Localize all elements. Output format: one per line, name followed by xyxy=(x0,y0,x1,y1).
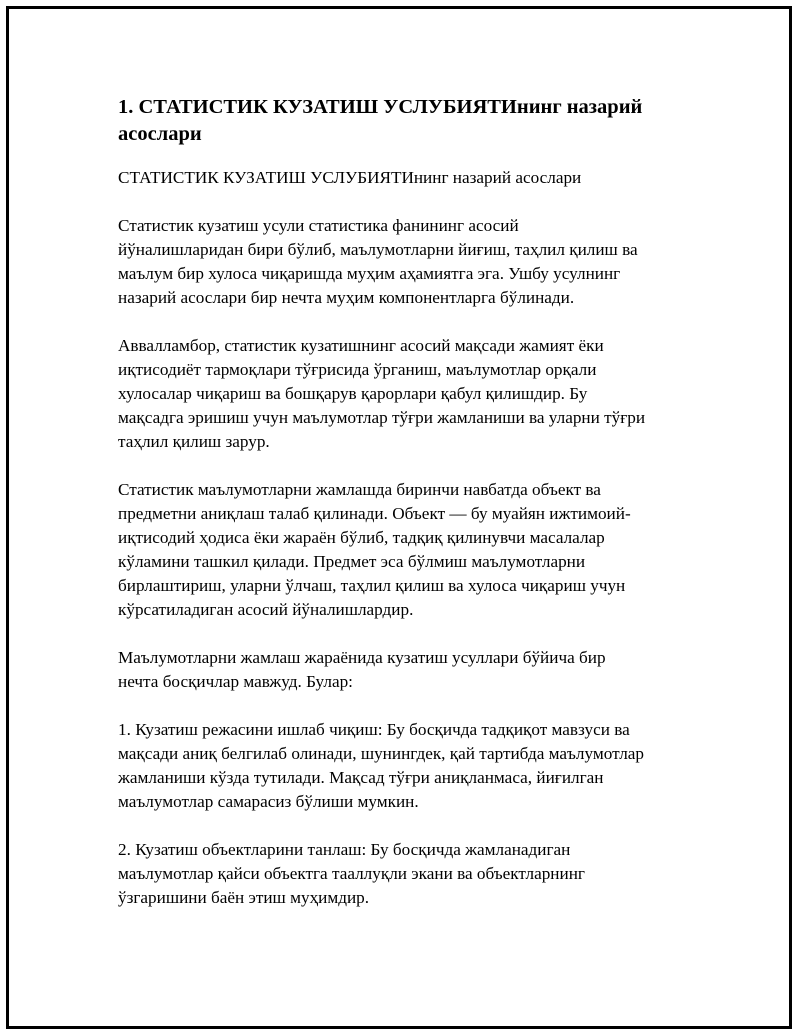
text-line: Маълумотларни жамлаш жараёнида кузатиш усуллари бўйича бир xyxy=(118,648,606,667)
title-line: 1. СТАТИСТИК КУЗАТИШ УСЛУБИЯТИнинг назарий xyxy=(118,96,643,118)
text-line: маълумотлар қайси объектга тааллуқли экани ва объектларнинг xyxy=(118,864,585,883)
text-line: Статистик кузатиш усули статистика фанининг асосий xyxy=(118,216,519,235)
text-line: йўналишларидан бири бўлиб, маълумотларни йиғиш, таҳлил қилиш ва xyxy=(118,240,638,259)
text-line: назарий асослари бир нечта муҳим компонентларга бўлинади. xyxy=(118,288,575,307)
title-line: асослари xyxy=(118,123,202,145)
text-line: бирлаштириш, уларни ўлчаш, таҳлил қилиш ва хулоса чиқариш учун xyxy=(118,576,626,595)
text-line: маълумотлар самарасиз бўлиши мумкин. xyxy=(118,792,419,811)
text-line: 2. Кузатиш объектларини танлаш: Бу босқичда жамланадиган xyxy=(118,840,571,859)
text-line: хулосалар чиқариш ва бошқарув қарорлари қабул қилишдир. Бу xyxy=(118,384,588,403)
text-line: иқтисодий ҳодиса ёки жараён бўлиб, тадқиқ қилинувчи масалалар xyxy=(118,528,605,547)
text-line: жамланиши кўзда тутилади. Мақсад тўғри аниқланмаса, йиғилган xyxy=(118,768,604,787)
paragraph-1 xyxy=(118,214,698,310)
text-line: кўламини ташкил қилади. Предмет эса бўлмиш маълумотларни xyxy=(118,552,586,571)
list-item-1 xyxy=(118,718,698,814)
text-line: нечта босқичлар мавжуд. Булар: xyxy=(118,672,353,691)
document-body xyxy=(118,94,698,934)
text-line: мақсади аниқ белгилаб олинади, шунингдек, қай тартибда маълумотлар xyxy=(118,744,645,763)
paragraph-2 xyxy=(118,334,698,454)
list-item-2 xyxy=(118,838,698,910)
text-line: 1. Кузатиш режасини ишлаб чиқиш: Бу босқичда тадқиқот мавзуси ва xyxy=(118,720,630,739)
paragraph-4 xyxy=(118,646,698,694)
text-line: предметни аниқлаш талаб қилинади. Объект — бу муайян ижтимоий- xyxy=(118,504,631,523)
text-line: Статистик маълумотларни жамлашда биринчи навбатда объект ва xyxy=(118,480,601,499)
paragraph-3 xyxy=(118,478,698,622)
document-subtitle: СТАТИСТИК КУЗАТИШ УСЛУБИЯТИнинг назарий асослари xyxy=(118,168,582,187)
text-line: иқтисодиёт тармоқлари тўғрисида ўрганиш, маълумотлар орқали xyxy=(118,360,597,379)
text-line: мақсадга эришиш учун маълумотлар тўғри жамланиши ва уларни тўғри xyxy=(118,408,646,427)
text-line: ўзгаришини баён этиш муҳимдир. xyxy=(118,888,370,907)
text-line: таҳлил қилиш зарур. xyxy=(118,432,270,451)
document-title xyxy=(118,94,698,148)
text-line: Аввалламбор, статистик кузатишнинг асосий мақсади жамият ёки xyxy=(118,336,604,355)
text-line: маълум бир хулоса чиқаришда муҳим аҳамиятга эга. Ушбу усулнинг xyxy=(118,264,621,283)
text-line: кўрсатиладиган асосий йўналишлардир. xyxy=(118,600,414,619)
